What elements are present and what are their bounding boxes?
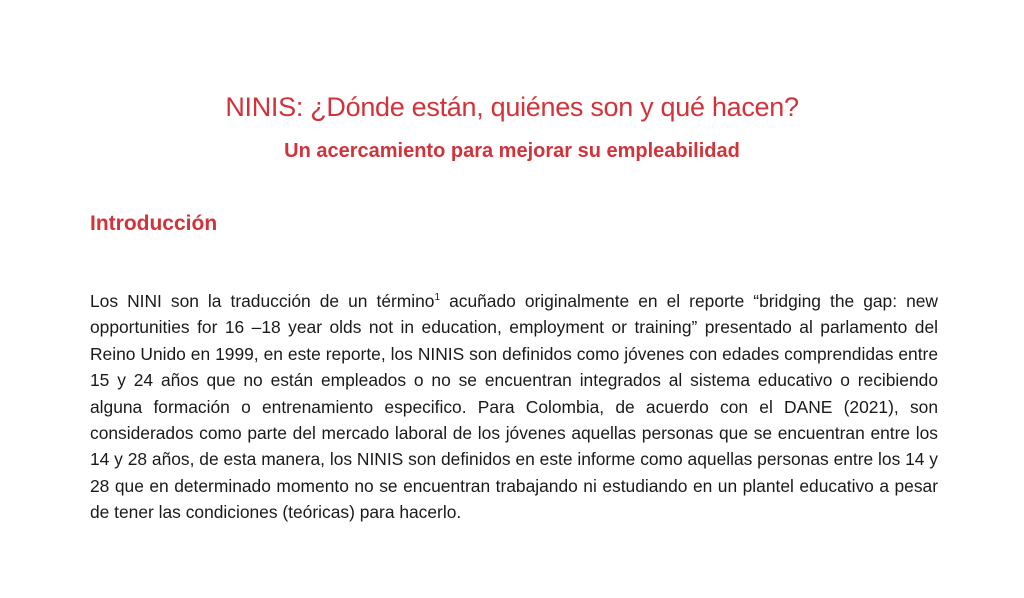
intro-paragraph <box>90 288 938 526</box>
paragraph-text-rest: acuñado originalmente en el reporte “bridging the gap: new opportunities for 16 –18 year olds not in education, employment or training” presentado al parlamento del Reino Unido en 1999, en este reporte, los NINIS son definidos como jóvenes con edades comprendidas entre 15 y 24 años que no están empleados o no se encuentran integrados al sistema educativo o recibiendo alguna formación o entrenamiento especifico. Para Colombia, de acuerdo con el DANE (2021), son considerados como parte del mercado laboral de los jóvenes aquellas personas que se encuentran entre los 14 y 28 años, de esta manera, los NINIS son definidos en este informe como aquellas personas entre los 14 y 28 que en determinado momento no se encuentran trabajando ni estudiando en un plantel educativo a pesar de tener las condiciones (teóricas) para hacerlo. <box>90 291 938 523</box>
document-title: NINIS: ¿Dónde están, quiénes son y qué hacen? <box>225 92 799 122</box>
paragraph-text-start: Los NINI son la traducción de un término <box>90 291 435 311</box>
footnote-reference: 1 <box>434 292 441 304</box>
document-subtitle: Un acercamiento para mejorar su empleabilidad <box>284 140 740 162</box>
section-heading-introduccion: Introducción <box>90 212 218 235</box>
